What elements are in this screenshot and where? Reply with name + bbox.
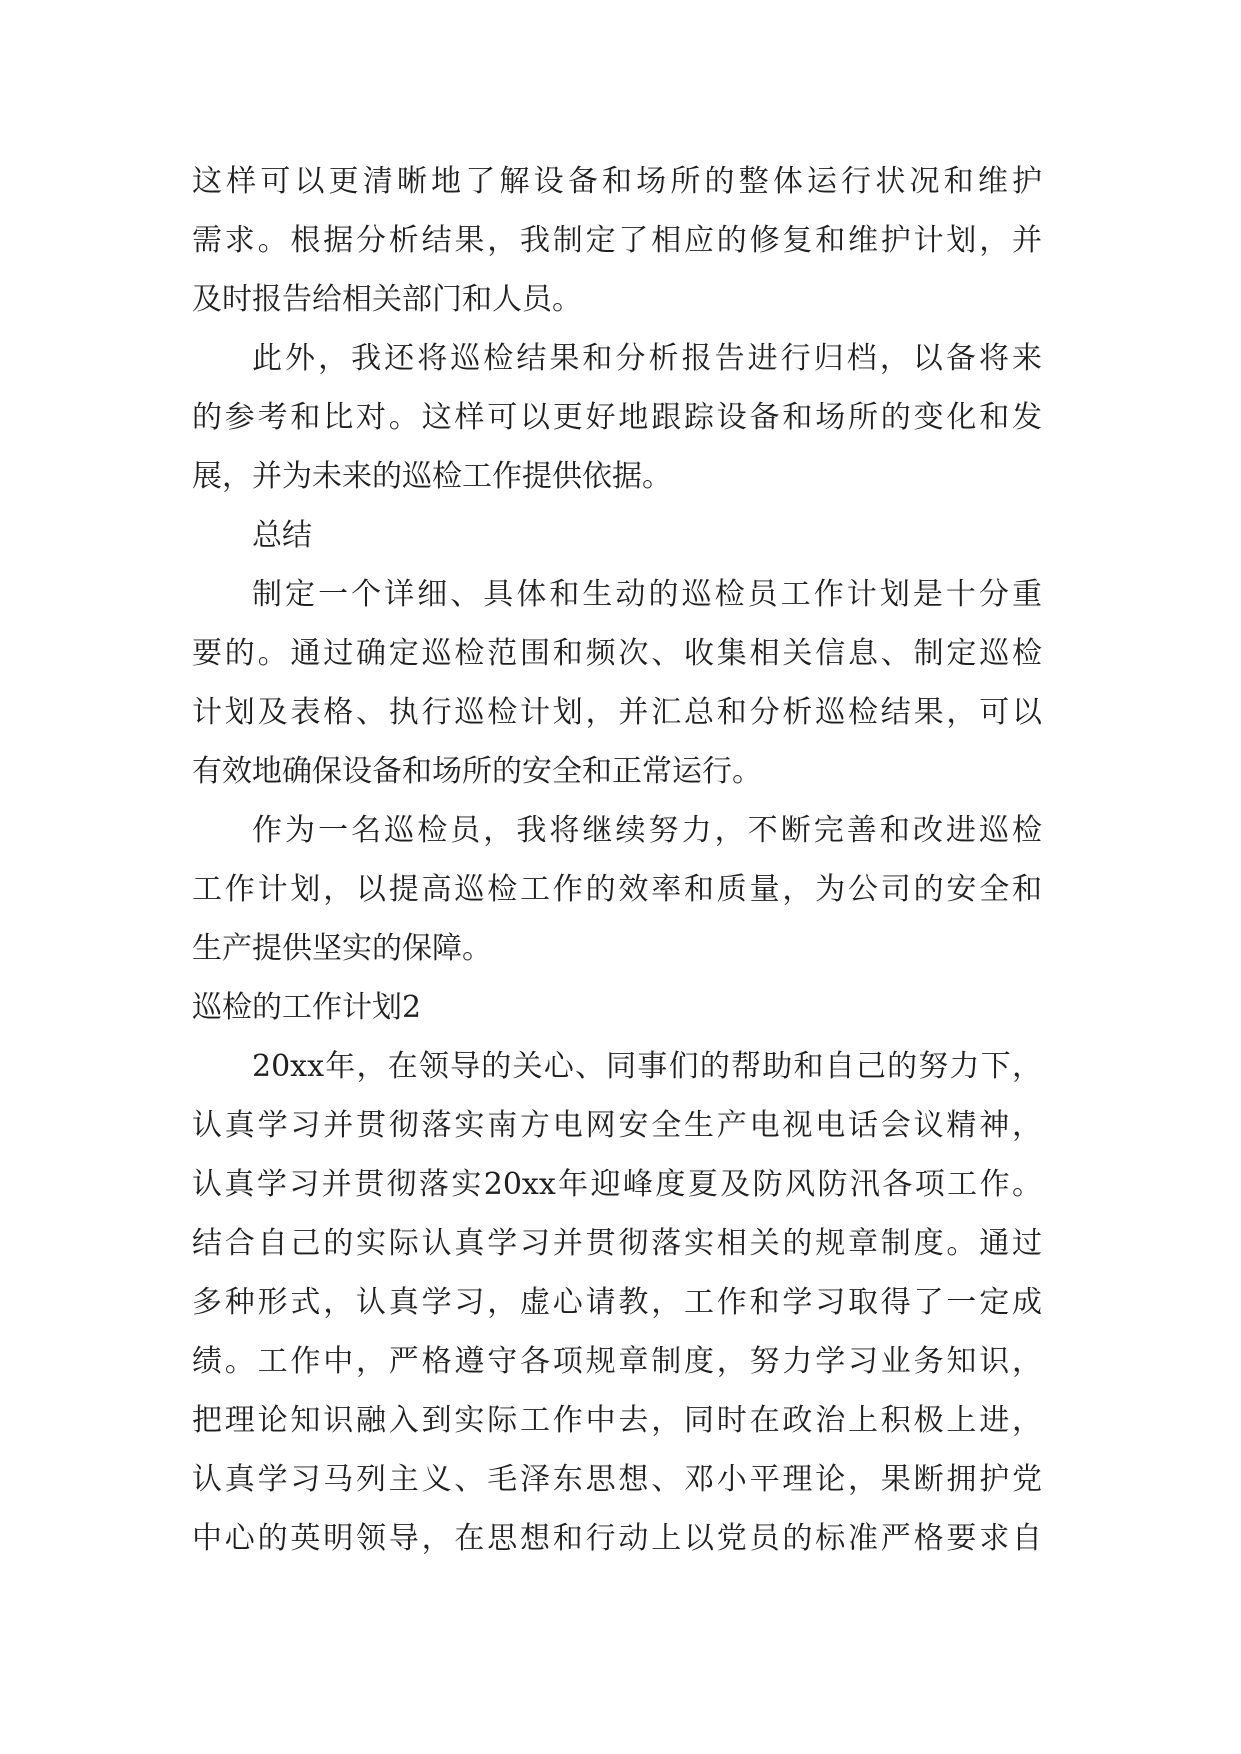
paragraph-line: 结合自己的实际认真学习并贯彻落实相关的规章制度。通过 xyxy=(192,1226,1042,1261)
paragraph-line: 要的。通过确定巡检范围和频次、收集相关信息、制定巡检 xyxy=(192,636,1042,671)
paragraph-line: 多种形式，认真学习，虚心请教，工作和学习取得了一定成 xyxy=(192,1285,1042,1320)
document-heading: 巡检的工作计划2 xyxy=(192,990,422,1025)
paragraph-line: 的参考和比对。这样可以更好地跟踪设备和场所的变化和发 xyxy=(192,400,1042,435)
paragraph-line: 作为一名巡检员，我将继续努力，不断完善和改进巡检 xyxy=(252,813,1042,848)
paragraph-line: 需求。根据分析结果，我制定了相应的修复和维护计划，并 xyxy=(192,223,1042,258)
paragraph-line: 认真学习并贯彻落实南方电网安全生产电视电话会议精神， xyxy=(192,1108,1042,1143)
paragraph-line: 计划及表格、执行巡检计划，并汇总和分析巡检结果，可以 xyxy=(192,695,1042,730)
paragraph-line: 20xx年，在领导的关心、同事们的帮助和自己的努力下， xyxy=(252,1049,1042,1084)
paragraph-line: 有效地确保设备和场所的安全和正常运行。 xyxy=(192,754,762,789)
paragraph-line: 绩。工作中，严格遵守各项规章制度，努力学习业务知识， xyxy=(192,1344,1042,1379)
paragraph-line: 工作计划，以提高巡检工作的效率和质量，为公司的安全和 xyxy=(192,872,1042,907)
section-heading: 总结 xyxy=(252,518,312,553)
paragraph-line: 此外，我还将巡检结果和分析报告进行归档，以备将来 xyxy=(252,341,1042,376)
paragraph-line: 制定一个详细、具体和生动的巡检员工作计划是十分重 xyxy=(252,577,1042,612)
paragraph-line: 及时报告给相关部门和人员。 xyxy=(192,282,582,317)
paragraph-line: 把理论知识融入到实际工作中去，同时在政治上积极上进， xyxy=(192,1403,1042,1438)
paragraph-line: 中心的英明领导，在思想和行动上以党员的标准严格要求自 xyxy=(192,1521,1042,1556)
paragraph-line: 认真学习马列主义、毛泽东思想、邓小平理论，果断拥护党 xyxy=(192,1462,1042,1497)
paragraph-line: 展，并为未来的巡检工作提供依据。 xyxy=(192,459,672,494)
paragraph-line: 这样可以更清晰地了解设备和场所的整体运行状况和维护 xyxy=(192,164,1042,199)
paragraph-line: 认真学习并贯彻落实20xx年迎峰度夏及防风防汛各项工作。 xyxy=(192,1167,1042,1202)
paragraph-line: 生产提供坚实的保障。 xyxy=(192,931,492,966)
